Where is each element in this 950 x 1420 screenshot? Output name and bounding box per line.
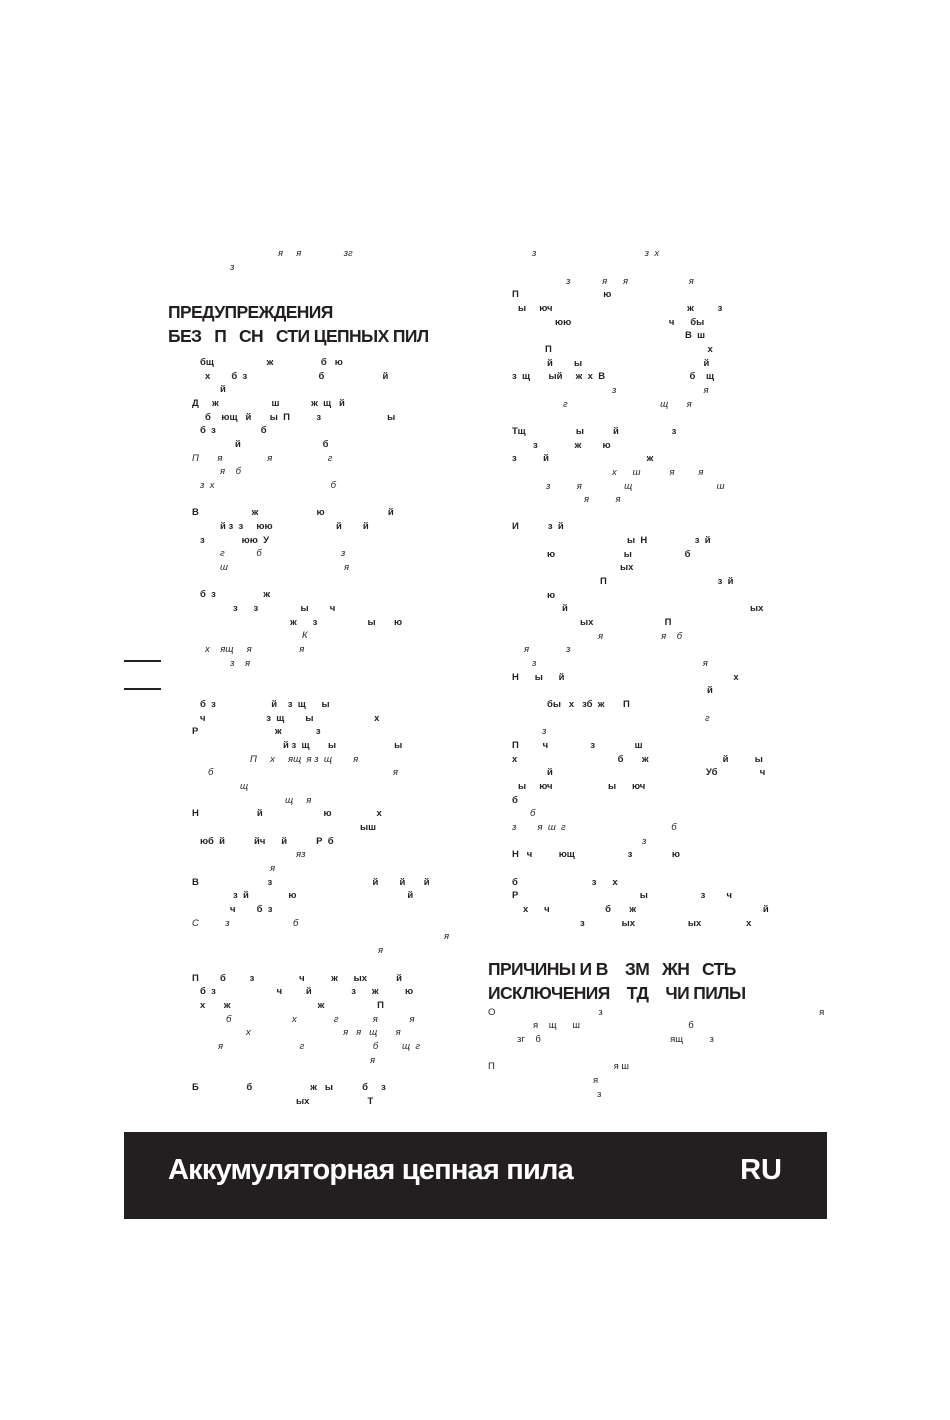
text-fragment: П х [545,344,713,355]
text-fragment: яз [296,849,306,860]
text-fragment: з я [230,658,251,669]
safety-warnings-heading-line2: БЕЗ П СН СТИ ЦЕПНЫХ ПИЛ [168,326,429,346]
text-fragment: Б б ж ы б з [192,1082,386,1093]
text-fragment: з юю У [200,535,270,546]
text-fragment: з [542,726,547,737]
text-fragment: зг б ящ з [517,1034,714,1045]
text-fragment: я [593,1075,599,1086]
text-fragment: юб й йч й Р б [200,836,334,847]
text-fragment: щ [240,781,249,792]
margin-rule-top [124,660,161,662]
text-fragment: з [597,1089,602,1100]
text-fragment: я [378,945,384,956]
text-fragment: й [220,384,226,395]
text-fragment: ых Т [296,1096,374,1107]
text-fragment: я [270,863,276,874]
text-fragment: й [707,685,713,696]
text-fragment: Н й ю х [192,808,382,819]
language-code: RU [740,1154,782,1186]
text-fragment: з ж ю [533,440,611,451]
text-fragment: бщ ж б ю [200,357,343,368]
text-fragment: ю ы б [547,549,691,560]
text-fragment: П з й [600,576,734,587]
footer-title: Аккумуляторная цепная пила [168,1154,573,1186]
text-fragment: я я б [598,631,683,642]
text-fragment: я я [584,494,621,505]
text-fragment: г [705,713,710,724]
text-fragment: х ш я я [612,467,704,478]
text-fragment: щ я [285,795,312,806]
text-fragment: ых П [580,617,672,628]
text-fragment: й Уб ч [547,767,766,778]
text-fragment: С з б [192,918,299,929]
text-fragment: ы юч ж з [518,303,723,314]
safety-warnings-heading-line1: ПРЕДУПРЕЖДЕНИЯ [168,302,333,322]
text-fragment: я б [220,466,241,477]
text-fragment: б з х [512,877,618,888]
text-fragment: я я зг [278,248,353,259]
text-fragment: Тщ ы й з [512,426,677,437]
text-fragment: б я [208,767,398,778]
text-fragment: П ю [512,289,612,300]
text-fragment: г б з [220,548,346,559]
text-fragment: ыш [360,822,377,833]
text-fragment: з щ ый ж х В б щ [512,371,714,382]
text-fragment: з [642,836,647,847]
text-fragment: з [230,262,235,273]
text-fragment: П я ш [488,1061,630,1072]
text-fragment: з й ж [512,453,654,464]
text-fragment: В ш [685,330,706,341]
text-fragment: й ы й [547,358,710,369]
text-fragment: з я [612,385,709,396]
text-fragment: х б з б й [205,371,389,382]
text-fragment: Р ы з ч [512,890,733,901]
text-fragment: з я [532,658,708,669]
text-fragment: й з щ ы ы [283,740,403,751]
text-fragment: й з з юю й й [220,521,369,532]
text-fragment: г щ я [563,399,692,410]
text-fragment: Н ч ющ з ю [512,849,681,860]
text-fragment: И з й [512,521,564,532]
text-fragment: юю ч бы [555,317,705,328]
margin-rule-bottom [124,688,161,690]
text-fragment: б з й з щ ы [200,699,330,710]
text-fragment: В з й й й [192,877,430,888]
text-fragment: з ых ых х [580,918,752,929]
text-fragment: ш я [220,562,350,573]
text-fragment: з я я я [566,276,694,287]
text-fragment: я [444,931,450,942]
text-fragment: Р ж з [192,726,321,737]
text-fragment: х я я щ я [246,1027,401,1038]
text-fragment: ч з щ ы х [200,713,380,724]
text-fragment: б ющ й ы П з ы [205,412,396,423]
text-fragment: П б з ч ж ыx й [192,973,402,984]
text-fragment: з я щ ш [546,481,725,492]
text-fragment: з з ы ч [233,603,336,614]
text-fragment: В ж ю й [192,507,394,518]
text-fragment: х ч б ж й [523,904,769,915]
text-fragment: б з б [200,425,267,436]
text-fragment: х б ж й ы [512,754,763,765]
text-fragment: ых [620,562,634,573]
text-fragment: й б [235,439,329,450]
text-fragment: П ч з ш [512,740,643,751]
text-fragment: ж з ы ю [290,617,403,628]
text-fragment: з й ю й [233,890,414,901]
footer-bar [124,1132,827,1219]
text-fragment: б з ч й з ж ю [200,986,414,997]
text-fragment: О з я [488,1007,825,1018]
text-fragment: ю [547,590,556,601]
kickback-heading-line2: ИСКЛЮЧЕНИЯ ТД ЧИ ПИЛЫ [488,983,746,1003]
text-fragment: х ж ж П [200,1000,384,1011]
text-fragment: б з ж [200,589,271,600]
text-fragment: з я ш г б [512,822,677,833]
text-fragment: з х б [200,480,336,491]
text-fragment: Н ы й х [512,672,739,683]
text-fragment: П я я г [192,453,333,464]
text-fragment: я [370,1055,376,1066]
text-fragment: ы Н з й [627,535,711,546]
text-fragment: б [530,808,536,819]
text-fragment: ч б з [230,904,273,915]
text-fragment: К [302,630,308,641]
text-fragment: Д ж ш ж щ й [192,398,345,409]
text-fragment: я з [524,644,571,655]
text-fragment: з з х [532,248,660,259]
kickback-heading-line1: ПРИЧИНЫ И В ЗМ ЖН СТЬ [488,959,736,979]
text-fragment: П х ящ я з щ я [250,754,359,765]
text-fragment: б [512,795,518,806]
text-fragment: я щ ш б [533,1020,694,1031]
text-fragment: бы х зб ж П [547,699,630,710]
text-fragment: х ящ я я [205,644,305,655]
text-fragment: б х г я я [226,1014,415,1025]
text-fragment: й ых [562,603,764,614]
text-fragment: я г б щ г [218,1041,421,1052]
text-fragment: ы юч ы юч [518,781,646,792]
